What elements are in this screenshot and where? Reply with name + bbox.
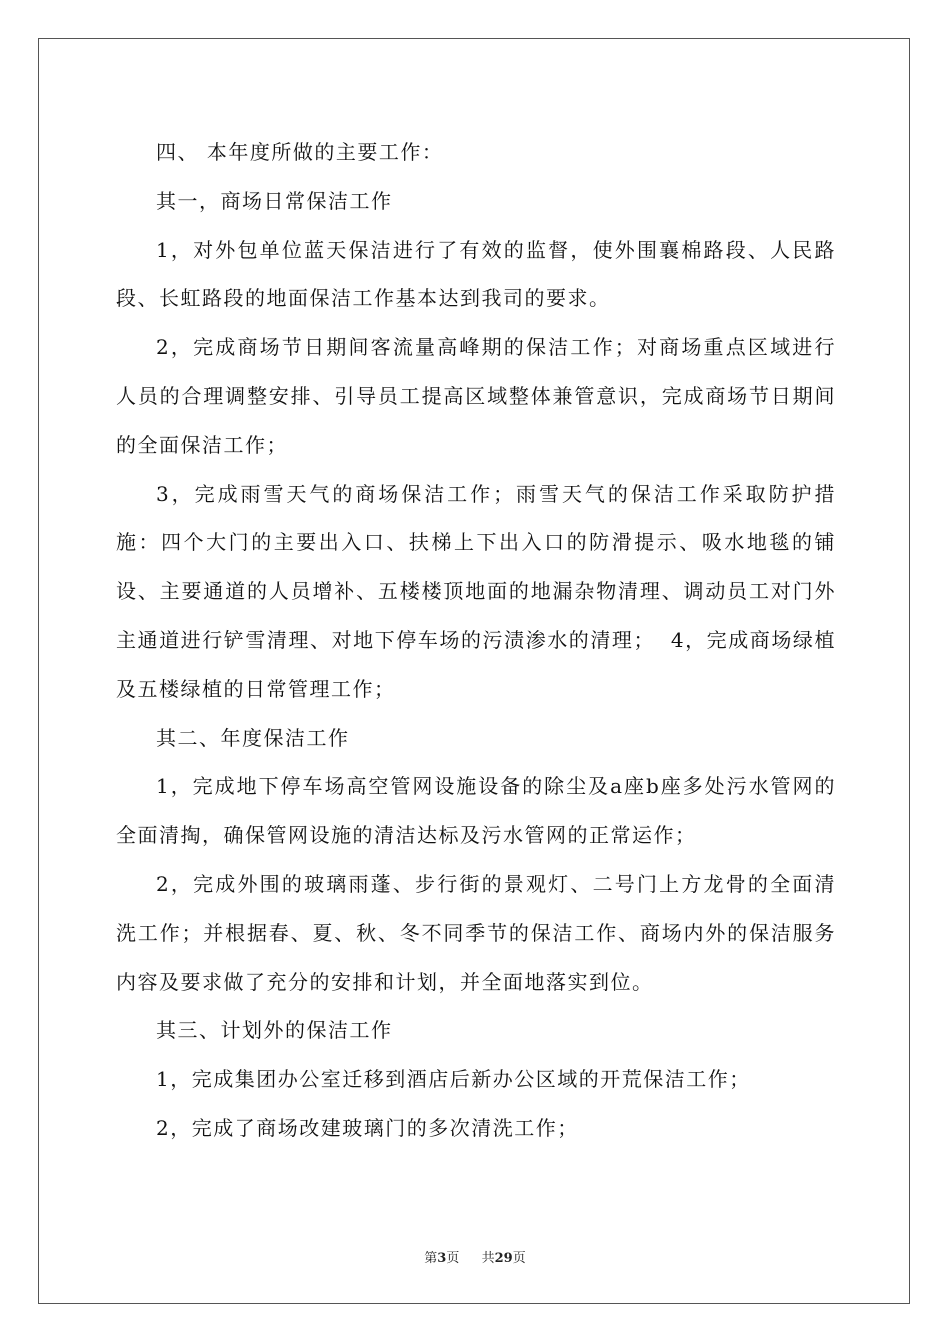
page-total: 共29页 — [481, 1251, 526, 1266]
subsection-heading: 其二、年度保洁工作 — [156, 725, 350, 750]
body-paragraph: 3，完成雨雪天气的商场保洁工作；雨雪天气的保洁工作采取防护措施：四个大门的主要出入口、扶梯上下出入口的防滑提示、吸水地毯的铺设、主要通道的人员增补、五楼楼顶地面的地漏杂物清理、调动员工对门外主通道进行铲雪清理、对地下停车场的污渍渗水的清理； 4，完成商场绿植及五楼绿植的日常管理工作； — [116, 481, 836, 701]
body-paragraph: 1，完成集团办公室迁移到酒店后新办公区域的开荒保洁工作； — [156, 1067, 751, 1092]
section-heading: 四、 本年度所做的主要工作： — [156, 140, 444, 164]
subsection-heading: 其三、计划外的保洁工作 — [156, 1018, 393, 1043]
body-paragraph: 1，完成地下停车场高空管网设施设备的除尘及a座b座多处污水管网的全面清掏，确保管网设施的清洁达标及污水管网的正常运作； — [116, 774, 836, 848]
body-paragraph: 2，完成了商场改建玻璃门的多次清洗工作； — [156, 1115, 579, 1140]
body-paragraph: 2，完成外围的玻璃雨蓬、步行街的景观灯、二号门上方龙骨的全面清洗工作；并根据春、夏、秋、冬不同季节的保洁工作、商场内外的保洁服务内容及要求做了充分的安排和计划，并全面地落实到位。 — [116, 871, 836, 994]
body-paragraph: 2，完成商场节日期间客流量高峰期的保洁工作；对商场重点区域进行人员的合理调整安排、引导员工提高区域整体兼管意识，完成商场节日期间的全面保洁工作； — [116, 335, 836, 457]
subsection-heading: 其一，商场日常保洁工作 — [156, 188, 393, 213]
page-footer — [0, 1247, 950, 1266]
page-number: 第3页 — [424, 1251, 460, 1266]
document-body — [116, 128, 836, 1153]
body-paragraph: 1，对外包单位蓝天保洁进行了有效的监督，使外围襄棉路段、人民路段、长虹路段的地面保洁工作基本达到我司的要求。 — [116, 237, 836, 311]
